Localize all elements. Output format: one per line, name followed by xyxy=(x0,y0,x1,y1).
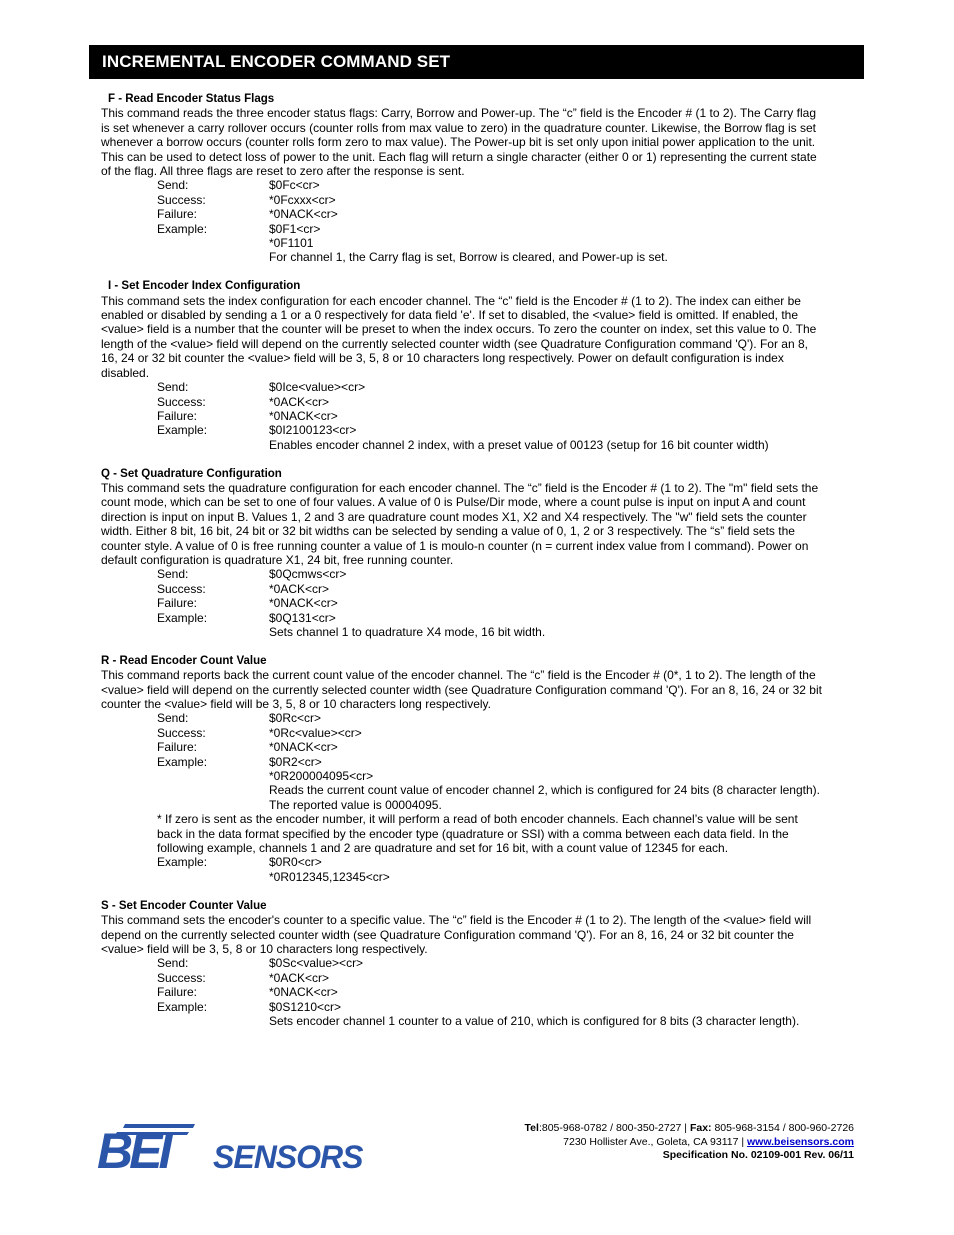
command-row xyxy=(101,855,853,869)
command-row xyxy=(101,380,853,394)
section-body-line: enabled or disabled by sending a 1 or a 0 respectively for data field 'e'. If set to disabled, the <value> field is omitted. If enabled, the xyxy=(101,308,799,323)
website-link[interactable]: www.beisensors.com xyxy=(747,1135,854,1148)
command-row-label: Success: xyxy=(157,394,206,409)
command-row-value: $0I2100123<cr> xyxy=(269,423,357,438)
command-row xyxy=(101,567,853,581)
footer-contact-info xyxy=(525,1122,854,1163)
section-title: Q - Set Quadrature Configuration xyxy=(101,467,282,480)
command-row-value: Sets encoder channel 1 counter to a value of 210, which is configured for 8 bits (3 character length). xyxy=(269,1013,800,1028)
command-row xyxy=(101,755,853,769)
command-row xyxy=(101,1000,853,1014)
command-row-label: Example: xyxy=(157,610,208,625)
section-body-line: This command reports back the current count value of the encoder channel. The “c” field is the Encoder # (0*, 1 to 2). The length of the xyxy=(101,668,816,683)
command-row xyxy=(101,178,853,192)
logo-bei-text: BEI xyxy=(97,1123,169,1174)
section-body-line: default configuration is quadrature X1, 24 bit, free running counter. xyxy=(101,552,454,567)
section-body-line: counter style. A value of 0 is free running counter a value of 1 is moulo-n counter (n = current index value from I command). Power on xyxy=(101,538,809,553)
section-body-line: <value> field will be 3, 5, 8 or 10 characters long respectively. xyxy=(101,941,428,956)
section-body-line: This command reads the three encoder status flags: Carry, Borrow and Power-up. The “c” field is the Encoder # (1 to 2). The Carry flag xyxy=(101,106,816,121)
command-row-label: Example: xyxy=(157,855,208,870)
command-row-value: *0ACK<cr> xyxy=(269,394,330,409)
command-row-label: Send: xyxy=(157,711,189,726)
section-title: R - Read Encoder Count Value xyxy=(101,654,267,667)
command-row xyxy=(101,769,853,783)
command-row-value: *0NACK<cr> xyxy=(269,985,338,1000)
page-header-bar xyxy=(89,45,864,79)
command-section xyxy=(101,92,853,265)
command-row-label xyxy=(101,798,269,812)
fax-value: 805-968-3154 / 800-960-2726 xyxy=(711,1122,854,1134)
fax-label: Fax: xyxy=(689,1122,712,1134)
command-row-value: $0R2<cr> xyxy=(269,754,322,769)
command-row-value: For channel 1, the Carry flag is set, Borrow is cleared, and Power-up is set. xyxy=(269,250,668,265)
logo-sensors-text: SENSORS xyxy=(213,1139,363,1174)
command-row-label: Example: xyxy=(157,423,208,438)
spec-number: Specification No. 02109-001 Rev. 06/11 xyxy=(662,1149,854,1161)
command-row-value: The reported value is 00004095. xyxy=(269,797,442,812)
command-row xyxy=(101,798,853,812)
command-content xyxy=(101,92,853,1043)
section-body-line: depend on the currently selected counter width (see Quadrature Configuration command 'Q'). For an 8, 16, 24 or 32 bit counter the xyxy=(101,927,794,942)
section-title: S - Set Encoder Counter Value xyxy=(101,899,267,912)
section-body-line: count mode, which can be set to one of four values. A value of 0 is Pulse/Dir mode, where a count pulse is input on input A and count xyxy=(101,495,806,510)
command-row-value: *0NACK<cr> xyxy=(269,740,338,755)
command-section xyxy=(101,899,853,1029)
section-body-line: whenever a borrow occurs (counter rolls form zero to max value). The Power-up bit is set only upon initial power application to the unit. xyxy=(101,135,816,150)
command-row-value: *0F1101 xyxy=(269,236,314,251)
command-row-value: Reads the current count value of encoder channel 2, which is configured for 24 bits (8 character length). xyxy=(269,783,820,798)
command-row-value: Enables encoder channel 2 index, with a preset value of 00123 (setup for 16 bit counter width) xyxy=(269,437,769,452)
section-title: I - Set Encoder Index Configuration xyxy=(108,280,301,293)
command-row xyxy=(101,611,853,625)
command-row-label xyxy=(101,1014,269,1028)
command-row-label: Failure: xyxy=(157,596,198,611)
section-body-line: <value> field is a number that the counter will be preset to when the index occurs. To zero the counter on index, set this value to 0. The xyxy=(101,322,817,337)
section-body-line: width. Either 8 bit, 16 bit, 24 bit or 32 bit widths can be selected by sending a value of 0, 1, 2 or 3 respectively. The “s” field sets the xyxy=(101,524,795,539)
command-row-label: Send: xyxy=(157,178,189,193)
command-row xyxy=(101,971,853,985)
command-row-label xyxy=(101,438,269,452)
section-body-line: This command sets the quadrature configuration for each encoder channel. The “c” field is the Encoder # (1 to 2). The "m" field sets the xyxy=(101,480,819,495)
section-body-line: length of the <value> field will depend on the currently selected counter width (see Quadrature Configuration command 'Q'). For an 8, xyxy=(101,336,808,351)
section-body-line: direction is input on input B. Values 1, 2 and 3 are quadrature count modes X1, X2 and X4 respectively. The "w" field sets the counter xyxy=(101,509,807,524)
section-note-line: following example, channels 1 and 2 are quadrature and set for 16 bit, with a count value of 12345 for each. xyxy=(157,841,729,856)
command-row-value: $0Fc<cr> xyxy=(269,178,320,193)
command-row xyxy=(101,711,853,725)
page-title: INCREMENTAL ENCODER COMMAND SET xyxy=(102,52,451,71)
command-row-label: Failure: xyxy=(157,985,198,1000)
section-note-line: back in the data format specified by the encoder type (quadrature or SSI) with a comma between each data field. In the xyxy=(157,826,789,841)
command-row-label xyxy=(101,769,269,783)
command-row-label: Success: xyxy=(157,725,206,740)
command-row-label xyxy=(101,250,269,264)
command-row-label: Failure: xyxy=(157,207,198,222)
command-row-label: Success: xyxy=(157,970,206,985)
tel-value: :805-968-0782 / 800-350-2727 | xyxy=(538,1122,690,1134)
command-row-label: Send: xyxy=(157,567,189,582)
address: 7230 Hollister Ave., Goleta, CA 93117 | xyxy=(563,1135,748,1148)
command-row xyxy=(101,1014,853,1028)
command-row xyxy=(101,596,853,610)
section-title: F - Read Encoder Status Flags xyxy=(108,93,275,105)
command-row-value: *0R200004095<cr> xyxy=(269,769,374,784)
command-row-value: Sets channel 1 to quadrature X4 mode, 16 bit width. xyxy=(269,625,546,639)
command-row-label: Success: xyxy=(157,192,206,207)
section-body-line: <value> field will depend on the currently selected counter width (see Quadrature Configuration command 'Q'). For an 8, 16, 24 or 32 bit xyxy=(101,682,822,697)
command-row-value: *0NACK<cr> xyxy=(269,408,338,423)
command-row xyxy=(101,740,853,754)
command-row-value: $0R0<cr> xyxy=(269,855,322,870)
command-row-label: Example: xyxy=(157,999,208,1014)
command-row-value: *0R012345,12345<cr> xyxy=(269,869,390,884)
command-row xyxy=(101,985,853,999)
command-row-value: *0Fcxxx<cr> xyxy=(269,192,336,207)
command-row xyxy=(101,870,853,884)
command-row-value: *0ACK<cr> xyxy=(269,970,330,985)
command-row-label xyxy=(101,783,269,797)
section-body-line: disabled. xyxy=(101,365,150,380)
command-section xyxy=(101,279,853,452)
command-row xyxy=(101,222,853,236)
command-row-value: $0Q131<cr> xyxy=(269,610,336,625)
command-row-label: Example: xyxy=(157,754,208,769)
command-row xyxy=(101,250,853,264)
command-row xyxy=(101,207,853,221)
command-row-label xyxy=(101,870,269,884)
section-body-line: 16, 24 or 32 bit counter the <value> field will be 3, 5, 8 or 10 characters long respectively. Power on default configuration is index xyxy=(101,351,784,366)
section-body-line: counter the <value> field will be 3, 5, 8 or 10 characters long respectively. xyxy=(101,697,491,712)
command-row xyxy=(101,193,853,207)
command-row xyxy=(101,783,853,797)
command-row-value: $0S1210<cr> xyxy=(269,999,342,1014)
command-row-label xyxy=(101,236,269,250)
command-row-value: $0Sc<value><cr> xyxy=(269,956,364,971)
command-row-value: $0Rc<cr> xyxy=(269,711,322,726)
command-section xyxy=(101,467,853,640)
command-row xyxy=(101,409,853,423)
section-body-line: of the flag. All three flags are reset to zero after the response is sent. xyxy=(101,164,465,179)
command-row-label: Send: xyxy=(157,380,189,395)
command-row-value: $0F1<cr> xyxy=(269,221,321,236)
bei-sensors-logo xyxy=(95,1118,395,1174)
command-row xyxy=(101,582,853,596)
command-row-value: *0Rc<value><cr> xyxy=(269,725,362,740)
command-row-label: Send: xyxy=(157,956,189,971)
command-row-value: *0NACK<cr> xyxy=(269,596,338,611)
command-row xyxy=(101,726,853,740)
command-row xyxy=(101,956,853,970)
command-row-label: Failure: xyxy=(157,740,198,755)
tel-label: Tel xyxy=(524,1122,539,1134)
command-row-value: *0NACK<cr> xyxy=(269,207,338,222)
command-row-value: $0Qcmws<cr> xyxy=(269,567,347,582)
section-body-line: is set whenever a carry rollover occurs (counter rolls from max value to zero) in the quadrature counter. Likewise, the Borrow flag is set xyxy=(101,120,816,135)
command-row-value: $0Ice<value><cr> xyxy=(269,380,366,395)
section-body-line: This command sets the encoder's counter to a specific value. The “c” field is the Encoder # (1 to 2). The length of the <value> field will xyxy=(101,913,812,928)
command-section xyxy=(101,654,853,885)
command-row-label: Example: xyxy=(157,221,208,236)
section-body-line: This command sets the index configuration for each encoder channel. The “c” field is the Encoder # (1 to 2). The index can either be xyxy=(101,293,801,308)
section-note-line: * If zero is sent as the encoder number, it will perform a read of both encoder channels. Each channel’s value will be sent xyxy=(157,812,798,827)
command-row xyxy=(101,438,853,452)
command-row xyxy=(101,423,853,437)
command-row xyxy=(101,395,853,409)
command-row-value: *0ACK<cr> xyxy=(269,581,330,596)
command-row xyxy=(101,625,853,639)
command-row-label: Failure: xyxy=(157,408,198,423)
command-row xyxy=(101,236,853,250)
section-body-line: This can be used to detect loss of power to the unit. Each flag will return a single character (either 0 or 1) representing the current state xyxy=(101,149,817,164)
command-row-label xyxy=(101,625,269,639)
command-row-label: Success: xyxy=(157,581,206,596)
